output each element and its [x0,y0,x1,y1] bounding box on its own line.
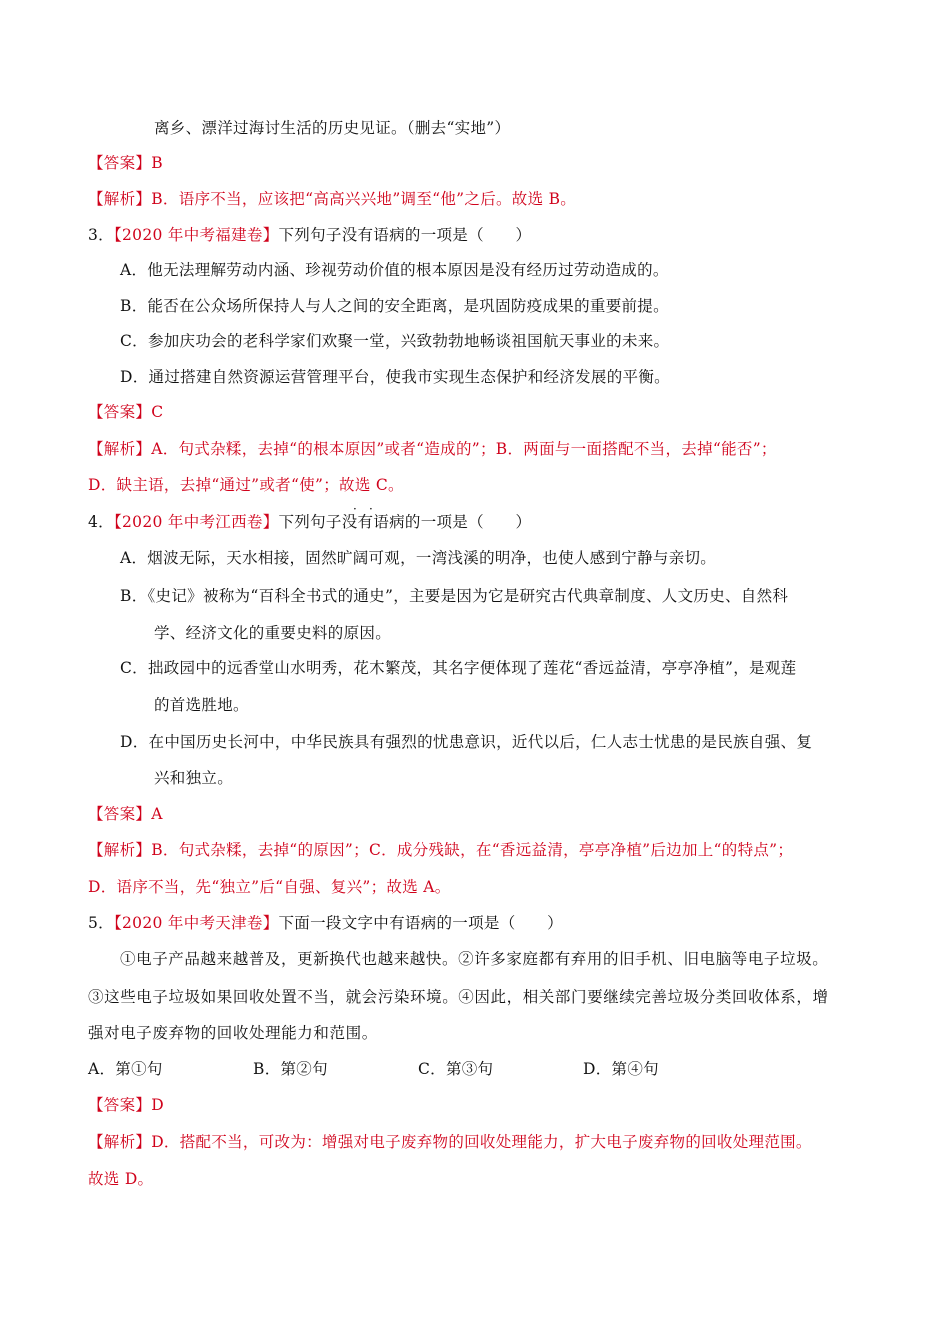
q5-stem-text: 下面一段文字中有语病的一项是（ ） [278,914,563,932]
q5-option-c: C．第③句 [418,1060,494,1078]
q5-option-b: B．第②句 [253,1060,328,1078]
q5-passage-line-3: 强对电子废弃物的回收处理能力和范围。 [88,1024,378,1042]
q4-analysis-line-1 [88,839,793,861]
answer-value: D [151,1096,164,1114]
q3-option-b: B．能否在公众场所保持人与人之间的安全距离，是巩固防疫成果的重要前提。 [120,297,669,315]
answer-tag: 【答案】 [88,1096,152,1114]
analysis-tag: 【解析】 [88,1133,152,1151]
q5-answer [88,1094,164,1116]
q4-number: 4． [88,513,114,531]
q4-option-c-cont: 的首选胜地。 [154,696,249,714]
q5-source: 【2020 年中考天津卷】 [113,914,279,932]
q5-passage-line-2: ③这些电子垃圾如果回收处置不当，就会污染环境。④因此，相关部门要继续完善垃圾分类回收体系，增 [88,988,829,1006]
analysis-text: B．语序不当，应该把“高高兴兴地”调至“他”之后。故选 B。 [151,190,577,208]
q4-option-b-cont: 学、经济文化的重要史料的原因。 [154,624,392,642]
q3-stem-text: 下列句子没有语病的一项是（ ） [278,226,532,244]
q3-answer [88,401,163,423]
q3-option-d: D．通过搭建自然资源运营管理平台，使我市实现生态保护和经济发展的平衡。 [120,368,670,386]
q3-source: 【2020 年中考福建卷】 [113,226,279,244]
answer-value: B [151,154,163,172]
answer-tag: 【答案】 [88,403,152,421]
q3-stem [88,224,531,246]
prev-option-continuation: 离乡、漂洋过海讨生活的历史见证。（删去“实地”） [154,119,511,137]
q4-stem-text: 下列句子没有语病的一项是（ ） [278,513,532,531]
q5-stem [88,912,563,934]
analysis-tag: 【解析】 [88,841,152,859]
q4-option-d-cont: 兴和独立。 [154,769,234,787]
q3-number: 3． [88,226,114,244]
emphasis-dot: · [353,502,357,516]
answer-tag: 【答案】 [88,154,152,172]
analysis-tag: 【解析】 [88,190,152,208]
prev-answer [88,152,163,174]
q4-stem [88,511,531,533]
q5-analysis-line-2: 故选 D。 [88,1170,154,1188]
answer-value: A [151,805,163,823]
analysis-text: D．搭配不当，可改为：增强对电子废弃物的回收处理能力，扩大电子废弃物的回收处理范围。 [151,1133,812,1151]
q4-option-b: B．《史记》被称为“百科全书式的通史”，主要是因为它是研究古代典章制度、人文历史、自然科 [120,587,789,605]
q5-analysis-line-1 [88,1131,812,1153]
q4-source: 【2020 年中考江西卷】 [113,513,279,531]
q4-answer [88,803,163,825]
prev-analysis [88,188,576,210]
q5-options-row [0,1058,950,1080]
analysis-text: A．句式杂糅，去掉“的根本原因”或者“造成的”；B．两面与一面搭配不当，去掉“能否”； [151,440,777,458]
q3-analysis-line-2: D．缺主语，去掉“通过”或者“使”；故选 C。 [88,476,404,494]
q4-option-a: A．烟波无际，天水相接，固然旷阔可观，一湾浅溪的明净，也使人感到宁静与亲切。 [120,549,717,567]
q5-number: 5． [88,914,114,932]
analysis-text: B．句式杂糅，去掉“的原因”；C．成分残缺，在“香远益清，亭亭净植”后边加上“的特点”； [151,841,794,859]
q5-option-d: D．第④句 [583,1060,659,1078]
q4-option-c: C．拙政园中的远香堂山水明秀，花木繁茂，其名字便体现了莲花“香远益清，亭亭净植”，是观莲 [120,659,797,677]
q5-passage-line-1: ①电子产品越来越普及，更新换代也越来越快。②许多家庭都有弃用的旧手机、旧电脑等电子垃圾。 [120,950,829,968]
q3-option-c: C．参加庆功会的老科学家们欢聚一堂，兴致勃勃地畅谈祖国航天事业的未来。 [120,332,670,350]
q4-analysis-line-2: D．语序不当，先“独立”后“自强、复兴”；故选 A。 [88,878,451,896]
q3-analysis-line-1 [88,438,777,460]
answer-value: C [151,403,164,421]
q5-option-a: A．第①句 [88,1060,163,1078]
emphasis-dot: · [369,502,373,516]
analysis-tag: 【解析】 [88,440,152,458]
answer-tag: 【答案】 [88,805,152,823]
q3-option-a: A．他无法理解劳动内涵、珍视劳动价值的根本原因是没有经历过劳动造成的。 [120,261,669,279]
q4-option-d: D．在中国历史长河中，中华民族具有强烈的忧患意识，近代以后，仁人志士忧患的是民族自强、复 [120,733,813,751]
